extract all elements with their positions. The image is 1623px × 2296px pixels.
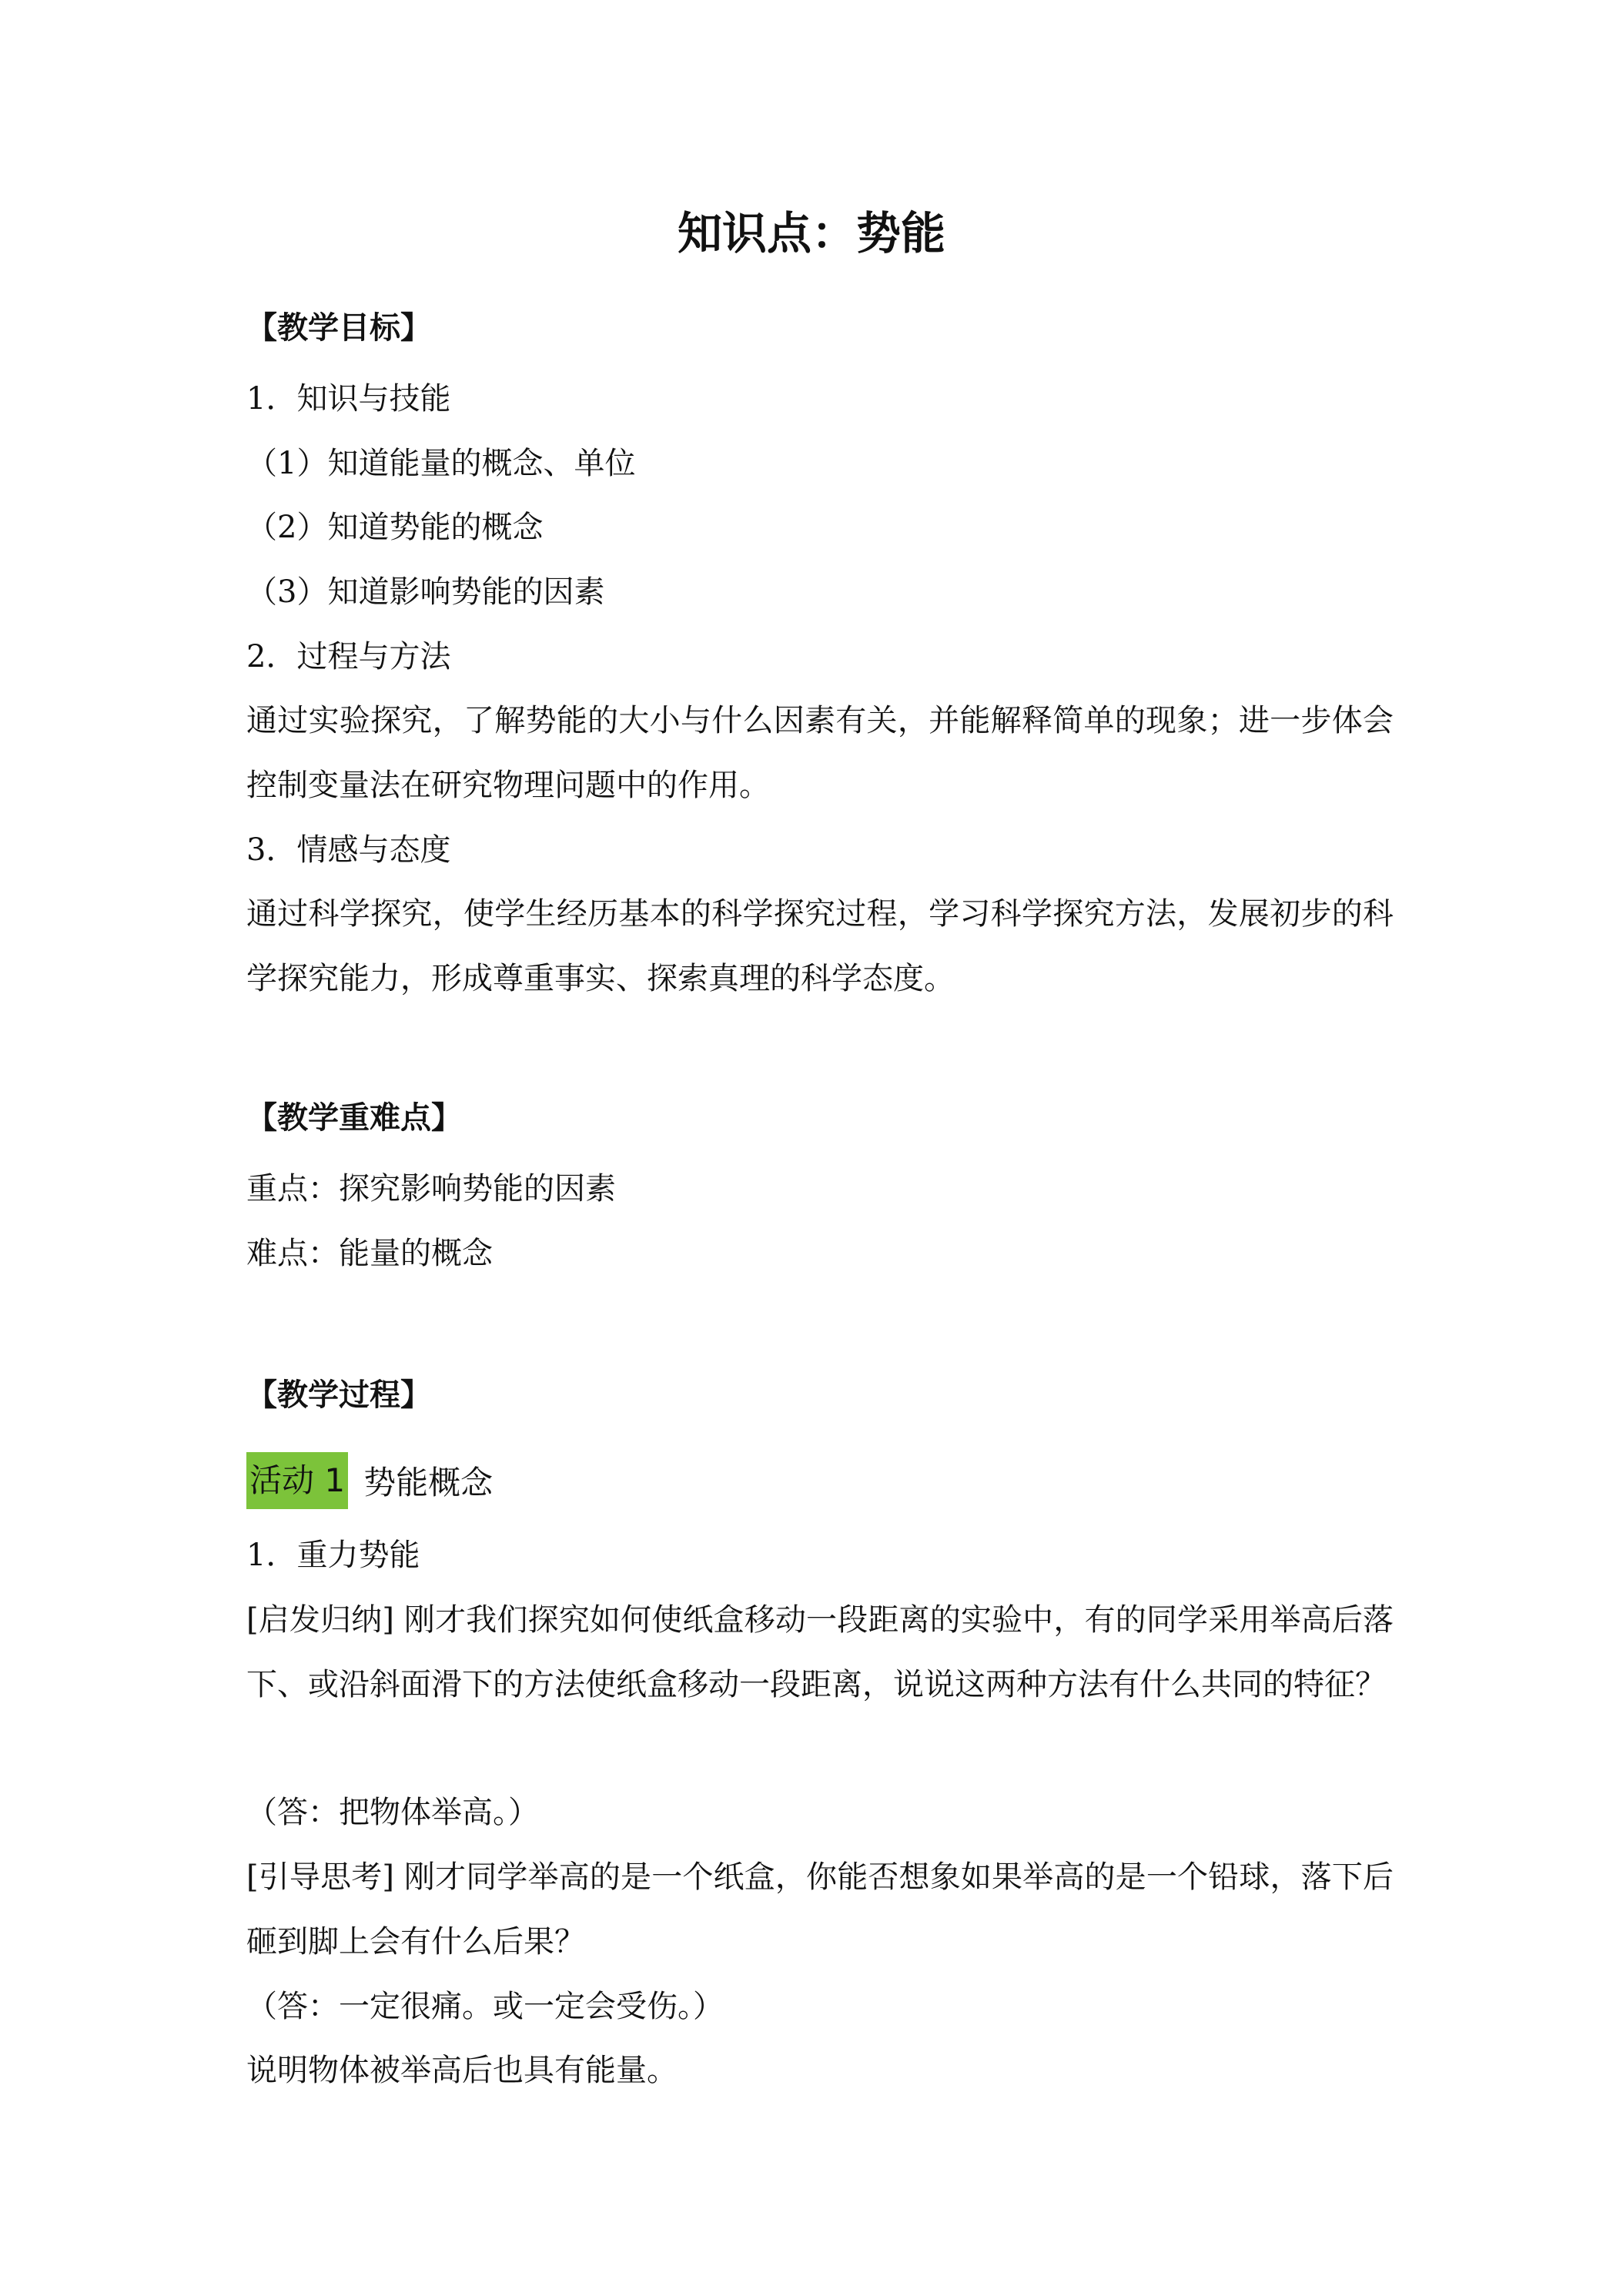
key-points-heading: 【教学重难点】 <box>246 1100 462 1136</box>
key-point-difficulty: 难点：能量的概念 <box>246 1236 493 1271</box>
objective-item-2: 2．过程与方法 <box>246 639 451 674</box>
process-heading: 【教学过程】 <box>246 1377 431 1413</box>
objective-item-1c: （3）知道影响势能的因素 <box>246 574 605 610</box>
process-answer-1: （答：把物体举高。） <box>246 1795 539 1830</box>
page-title: 知识点：势能 <box>677 207 945 259</box>
activity-tag: 活动 1 <box>246 1452 348 1509</box>
objective-item-1b: （2）知道势能的概念 <box>246 510 544 545</box>
activity-title: 势能概念 <box>363 1464 494 1501</box>
objective-item-1: 1．知识与技能 <box>246 381 451 417</box>
process-paragraph-2: [引导思考] 刚才同学举高的是一个纸盒，你能否想象如果举高的是一个铅球，落下后砸到脚上会有什么后果？ <box>246 1859 1394 1960</box>
activity-header <box>246 1452 493 1509</box>
objective-item-2-text: 通过实验探究，了解势能的大小与什么因素有关，并能解释简单的现象；进一步体会控制变量法在研究物理问题中的作用。 <box>246 703 1394 803</box>
objective-item-3-text: 通过科学探究，使学生经历基本的科学探究过程，学习科学探究方法，发展初步的科学探究能力，形成尊重事实、探索真理的科学态度。 <box>246 896 1394 996</box>
objectives-heading: 【教学目标】 <box>246 310 431 346</box>
process-conclusion: 说明物体被举高后也具有能量。 <box>246 2053 678 2088</box>
process-paragraph-1: [启发归纳] 刚才我们探究如何使纸盒移动一段距离的实验中，有的同学采用举高后落下、或沿斜面滑下的方法使纸盒移动一段距离，说说这两种方法有什么共同的特征？ <box>246 1602 1394 1702</box>
key-point-focus: 重点：探究影响势能的因素 <box>246 1171 616 1207</box>
process-subheading-1: 1．重力势能 <box>246 1538 420 1573</box>
objective-item-3: 3．情感与态度 <box>246 832 451 868</box>
objective-item-1a: （1）知道能量的概念、单位 <box>246 446 636 481</box>
process-answer-2: （答：一定很痛。或一定会受伤。） <box>246 1989 724 2024</box>
